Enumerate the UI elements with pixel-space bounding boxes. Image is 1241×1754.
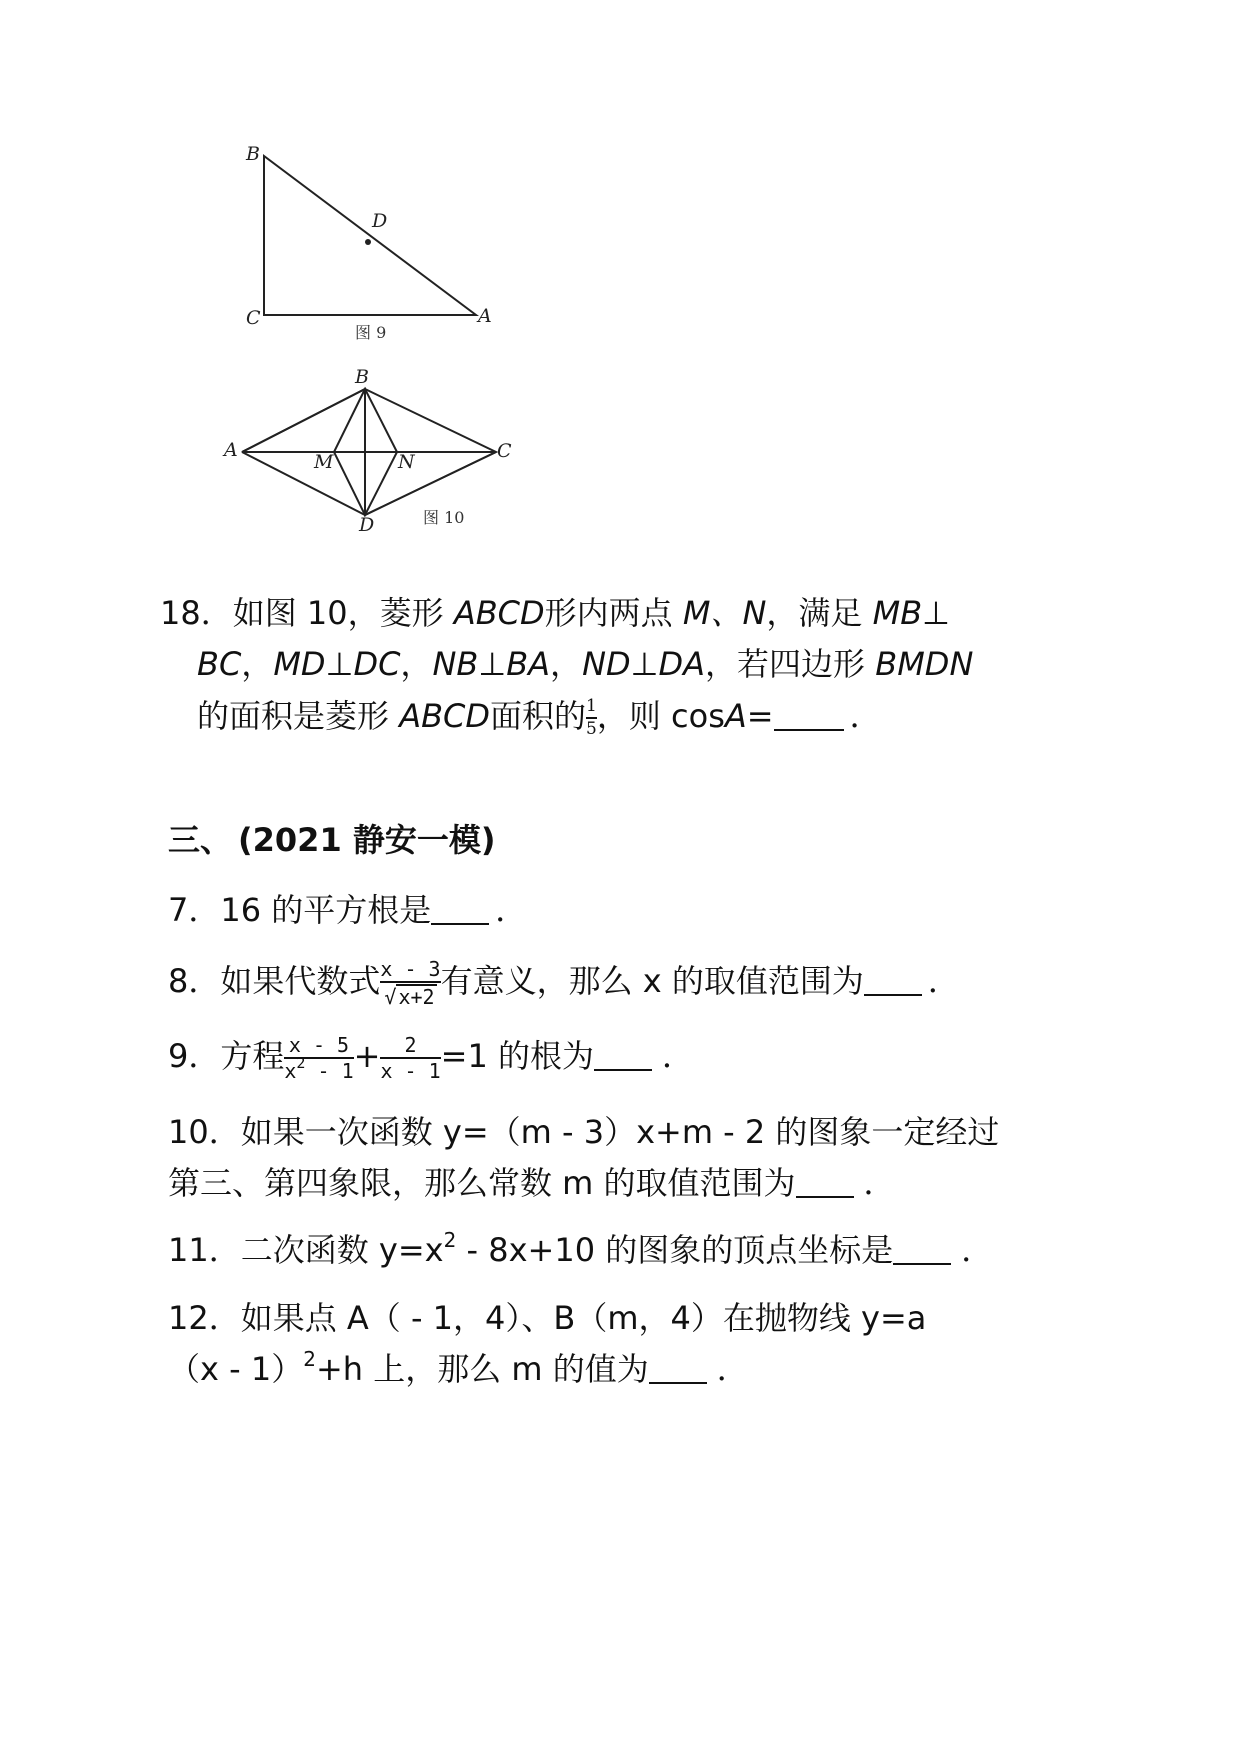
question-7: 7．16 的平方根是 ． [168,891,528,929]
label-b: B [246,143,260,165]
label-b: B [355,366,369,388]
rhombus-abcd [242,389,496,515]
label-a: A [478,305,492,327]
answer-blank [864,964,922,996]
label-m: M [314,451,334,473]
fraction-1: $\frac{x - 5}{x^2 - 1}$ [284,1033,354,1083]
point-d [365,239,371,245]
figure-10 [220,365,530,545]
figure-9 [230,140,530,350]
fraction-expression: $\frac{x - 3}{√ x+2}$ [380,957,441,1009]
label-a: A [224,439,238,461]
answer-blank [649,1352,707,1384]
fraction-2: $\frac{2}{x - 1}$ [380,1033,441,1083]
triangle-abc [264,156,476,315]
answer-blank [594,1039,652,1071]
label-d: D [359,514,375,536]
label-c: C [497,440,512,462]
section-heading: 三、 (2021 静安一模) [168,821,496,859]
answer-blank [431,893,489,925]
answer-blank [774,699,844,731]
figure-10-caption: 图 10 [423,508,465,527]
answer-blank [893,1233,951,1265]
question-9: 9．方程 $\frac{x - 5}{x^2 - 1}$ + $\frac{2}{x - 1}$ =1 的根为 ． [168,1033,695,1083]
question-11: 11．二次函数 $y=x^2 - 8x+10$ 的图象的顶点坐标是 ． [168,1228,994,1269]
label-n: N [398,451,415,473]
label-d: D [372,210,388,232]
question-8: 8．如果代数式 $\frac{x - 3}{√ x+2}$ 有意义，那么 x 的取值范围为 ． [168,957,960,1009]
figure-9-caption: 图 9 [355,323,387,342]
label-c: C [246,307,261,329]
fraction-one-fifth: $\frac{1}{5}$ [586,696,597,739]
answer-blank [796,1166,854,1198]
